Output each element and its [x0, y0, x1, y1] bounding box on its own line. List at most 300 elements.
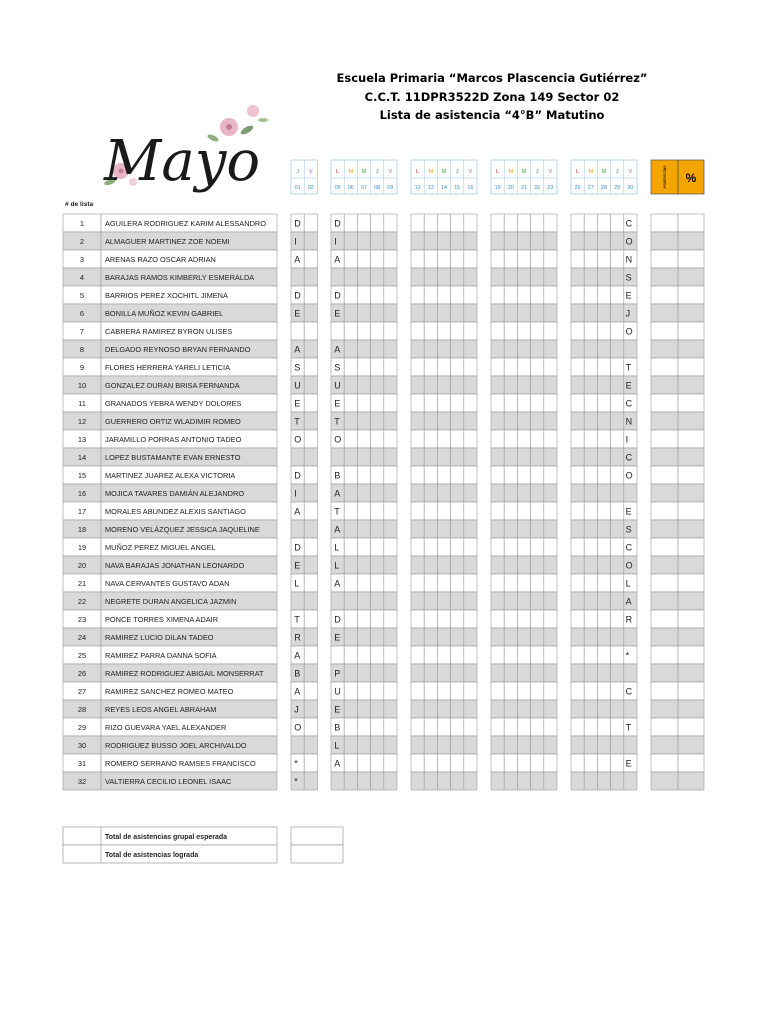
attendance-cell[interactable]: [611, 628, 624, 646]
attendance-cell[interactable]: [437, 358, 450, 376]
attendance-cell[interactable]: [437, 448, 450, 466]
attendance-cell[interactable]: [624, 484, 637, 502]
attendance-cell[interactable]: [611, 376, 624, 394]
percent-cell[interactable]: [678, 304, 704, 322]
attendance-cell[interactable]: [597, 214, 610, 232]
attendance-cell[interactable]: [371, 376, 384, 394]
attendance-cell[interactable]: [384, 250, 397, 268]
attendance-cell[interactable]: [384, 682, 397, 700]
attendance-cell[interactable]: [517, 304, 530, 322]
attendance-cell[interactable]: [504, 232, 517, 250]
attendance-cell[interactable]: [304, 520, 317, 538]
attendance-cell[interactable]: [571, 520, 584, 538]
attendance-cell[interactable]: [504, 484, 517, 502]
attendance-cell[interactable]: [611, 592, 624, 610]
attendance-cell[interactable]: [437, 232, 450, 250]
attendance-cell[interactable]: [517, 394, 530, 412]
attendance-cell[interactable]: [384, 304, 397, 322]
attendance-cell[interactable]: [424, 754, 437, 772]
attendance-cell[interactable]: [384, 268, 397, 286]
attendance-cell[interactable]: [517, 250, 530, 268]
attendance-cell[interactable]: [451, 538, 464, 556]
attendance-cell[interactable]: [531, 304, 544, 322]
attendance-cell[interactable]: [304, 610, 317, 628]
attendance-cell[interactable]: [357, 250, 370, 268]
attendance-cell[interactable]: [584, 754, 597, 772]
attendance-cell[interactable]: [464, 772, 477, 790]
attendance-cell[interactable]: [357, 232, 370, 250]
attendance-cell[interactable]: [611, 322, 624, 340]
percent-cell[interactable]: [678, 538, 704, 556]
attendance-cell[interactable]: [411, 484, 424, 502]
attendance-cell[interactable]: [357, 322, 370, 340]
percent-cell[interactable]: [678, 556, 704, 574]
attendance-cell[interactable]: [517, 538, 530, 556]
attendance-cell[interactable]: [344, 502, 357, 520]
attendance-cell[interactable]: [464, 754, 477, 772]
attendance-cell[interactable]: [544, 664, 557, 682]
attendance-cell[interactable]: [491, 466, 504, 484]
attendance-cell[interactable]: [571, 214, 584, 232]
percent-cell[interactable]: [678, 358, 704, 376]
percent-cell[interactable]: [678, 646, 704, 664]
attendance-cell[interactable]: [571, 448, 584, 466]
attendance-cell[interactable]: [544, 556, 557, 574]
attendance-cell[interactable]: [291, 448, 304, 466]
asistencias-cell[interactable]: [651, 718, 678, 736]
attendance-cell[interactable]: [504, 574, 517, 592]
attendance-cell[interactable]: [437, 322, 450, 340]
attendance-cell[interactable]: [571, 772, 584, 790]
percent-cell[interactable]: [678, 340, 704, 358]
attendance-cell[interactable]: [451, 736, 464, 754]
attendance-cell[interactable]: [304, 304, 317, 322]
attendance-cell[interactable]: [411, 574, 424, 592]
attendance-cell[interactable]: [384, 538, 397, 556]
attendance-cell[interactable]: [571, 232, 584, 250]
percent-cell[interactable]: [678, 214, 704, 232]
attendance-cell[interactable]: [611, 610, 624, 628]
attendance-cell[interactable]: [531, 664, 544, 682]
attendance-cell[interactable]: [464, 376, 477, 394]
attendance-cell[interactable]: [411, 466, 424, 484]
attendance-cell[interactable]: [384, 394, 397, 412]
attendance-cell[interactable]: [597, 556, 610, 574]
attendance-cell[interactable]: [424, 340, 437, 358]
attendance-cell[interactable]: [597, 664, 610, 682]
attendance-cell[interactable]: [544, 250, 557, 268]
attendance-cell[interactable]: [597, 430, 610, 448]
attendance-cell[interactable]: [531, 520, 544, 538]
attendance-cell[interactable]: [504, 556, 517, 574]
attendance-cell[interactable]: [584, 700, 597, 718]
attendance-cell[interactable]: [357, 718, 370, 736]
attendance-cell[interactable]: [371, 718, 384, 736]
attendance-cell[interactable]: [491, 736, 504, 754]
attendance-cell[interactable]: [304, 358, 317, 376]
attendance-cell[interactable]: [384, 214, 397, 232]
attendance-cell[interactable]: [384, 232, 397, 250]
attendance-cell[interactable]: [611, 232, 624, 250]
attendance-cell[interactable]: [357, 592, 370, 610]
attendance-cell[interactable]: [384, 286, 397, 304]
attendance-cell[interactable]: [384, 358, 397, 376]
attendance-cell[interactable]: [411, 430, 424, 448]
attendance-cell[interactable]: [464, 340, 477, 358]
attendance-cell[interactable]: [491, 268, 504, 286]
attendance-cell[interactable]: [411, 358, 424, 376]
asistencias-cell[interactable]: [651, 250, 678, 268]
attendance-cell[interactable]: [597, 250, 610, 268]
attendance-cell[interactable]: [384, 466, 397, 484]
attendance-cell[interactable]: [464, 736, 477, 754]
attendance-cell[interactable]: [304, 232, 317, 250]
attendance-cell[interactable]: [371, 682, 384, 700]
asistencias-cell[interactable]: [651, 682, 678, 700]
attendance-cell[interactable]: [291, 520, 304, 538]
attendance-cell[interactable]: [571, 304, 584, 322]
attendance-cell[interactable]: [611, 286, 624, 304]
attendance-cell[interactable]: [451, 214, 464, 232]
attendance-cell[interactable]: [531, 718, 544, 736]
attendance-cell[interactable]: [451, 394, 464, 412]
attendance-cell[interactable]: [344, 394, 357, 412]
percent-cell[interactable]: [678, 322, 704, 340]
attendance-cell[interactable]: [411, 538, 424, 556]
attendance-cell[interactable]: [371, 700, 384, 718]
attendance-cell[interactable]: [491, 592, 504, 610]
attendance-cell[interactable]: [424, 700, 437, 718]
percent-cell[interactable]: [678, 520, 704, 538]
attendance-cell[interactable]: [344, 340, 357, 358]
attendance-cell[interactable]: [344, 538, 357, 556]
attendance-cell[interactable]: [371, 412, 384, 430]
attendance-cell[interactable]: [531, 232, 544, 250]
attendance-cell[interactable]: [304, 214, 317, 232]
attendance-cell[interactable]: [384, 664, 397, 682]
attendance-cell[interactable]: [357, 556, 370, 574]
attendance-cell[interactable]: [437, 664, 450, 682]
attendance-cell[interactable]: [597, 412, 610, 430]
attendance-cell[interactable]: [544, 232, 557, 250]
attendance-cell[interactable]: [371, 736, 384, 754]
attendance-cell[interactable]: [624, 628, 637, 646]
attendance-cell[interactable]: [371, 592, 384, 610]
attendance-cell[interactable]: [451, 610, 464, 628]
attendance-cell[interactable]: [611, 358, 624, 376]
attendance-cell[interactable]: [424, 214, 437, 232]
attendance-cell[interactable]: [451, 628, 464, 646]
attendance-cell[interactable]: [304, 574, 317, 592]
attendance-cell[interactable]: [504, 286, 517, 304]
attendance-cell[interactable]: [597, 610, 610, 628]
attendance-cell[interactable]: [344, 610, 357, 628]
attendance-cell[interactable]: [491, 322, 504, 340]
attendance-cell[interactable]: [597, 538, 610, 556]
attendance-cell[interactable]: [544, 412, 557, 430]
attendance-cell[interactable]: [437, 376, 450, 394]
attendance-cell[interactable]: [491, 376, 504, 394]
attendance-cell[interactable]: [371, 232, 384, 250]
asistencias-cell[interactable]: [651, 340, 678, 358]
attendance-cell[interactable]: [344, 484, 357, 502]
attendance-cell[interactable]: [384, 610, 397, 628]
attendance-cell[interactable]: [531, 214, 544, 232]
attendance-cell[interactable]: [504, 214, 517, 232]
attendance-cell[interactable]: [597, 376, 610, 394]
attendance-cell[interactable]: [424, 466, 437, 484]
attendance-cell[interactable]: [571, 430, 584, 448]
attendance-cell[interactable]: [384, 646, 397, 664]
attendance-cell[interactable]: [411, 682, 424, 700]
attendance-cell[interactable]: [491, 358, 504, 376]
attendance-cell[interactable]: [517, 592, 530, 610]
attendance-cell[interactable]: [371, 340, 384, 358]
attendance-cell[interactable]: [437, 340, 450, 358]
asistencias-cell[interactable]: [651, 502, 678, 520]
attendance-cell[interactable]: [451, 340, 464, 358]
attendance-cell[interactable]: [371, 322, 384, 340]
attendance-cell[interactable]: [584, 610, 597, 628]
attendance-cell[interactable]: [597, 592, 610, 610]
attendance-cell[interactable]: [424, 520, 437, 538]
attendance-cell[interactable]: [357, 664, 370, 682]
attendance-cell[interactable]: [357, 268, 370, 286]
attendance-cell[interactable]: [491, 340, 504, 358]
attendance-cell[interactable]: [424, 448, 437, 466]
attendance-cell[interactable]: [517, 214, 530, 232]
asistencias-cell[interactable]: [651, 538, 678, 556]
attendance-cell[interactable]: [517, 430, 530, 448]
attendance-cell[interactable]: [411, 556, 424, 574]
attendance-cell[interactable]: [344, 466, 357, 484]
attendance-cell[interactable]: [384, 574, 397, 592]
attendance-cell[interactable]: [464, 268, 477, 286]
attendance-cell[interactable]: [357, 394, 370, 412]
attendance-cell[interactable]: [504, 448, 517, 466]
attendance-cell[interactable]: [504, 538, 517, 556]
attendance-cell[interactable]: [624, 340, 637, 358]
attendance-cell[interactable]: [491, 628, 504, 646]
attendance-cell[interactable]: [411, 322, 424, 340]
attendance-cell[interactable]: [411, 700, 424, 718]
attendance-cell[interactable]: [437, 736, 450, 754]
attendance-cell[interactable]: [517, 772, 530, 790]
attendance-cell[interactable]: [304, 682, 317, 700]
attendance-cell[interactable]: [371, 250, 384, 268]
attendance-cell[interactable]: [437, 754, 450, 772]
attendance-cell[interactable]: [371, 664, 384, 682]
attendance-cell[interactable]: [357, 286, 370, 304]
attendance-cell[interactable]: [411, 250, 424, 268]
percent-cell[interactable]: [678, 682, 704, 700]
attendance-cell[interactable]: [464, 610, 477, 628]
attendance-cell[interactable]: [491, 646, 504, 664]
attendance-cell[interactable]: [597, 772, 610, 790]
attendance-cell[interactable]: [504, 250, 517, 268]
asistencias-cell[interactable]: [651, 232, 678, 250]
attendance-cell[interactable]: [411, 286, 424, 304]
attendance-cell[interactable]: [504, 520, 517, 538]
attendance-cell[interactable]: [624, 736, 637, 754]
attendance-cell[interactable]: [437, 484, 450, 502]
percent-cell[interactable]: [678, 736, 704, 754]
attendance-cell[interactable]: [531, 412, 544, 430]
attendance-cell[interactable]: [464, 484, 477, 502]
attendance-cell[interactable]: [571, 340, 584, 358]
attendance-cell[interactable]: [411, 772, 424, 790]
attendance-cell[interactable]: [437, 718, 450, 736]
attendance-cell[interactable]: [344, 376, 357, 394]
attendance-cell[interactable]: [464, 430, 477, 448]
attendance-cell[interactable]: [424, 412, 437, 430]
attendance-cell[interactable]: [424, 682, 437, 700]
attendance-cell[interactable]: [344, 646, 357, 664]
attendance-cell[interactable]: [611, 502, 624, 520]
attendance-cell[interactable]: [597, 628, 610, 646]
attendance-cell[interactable]: [437, 430, 450, 448]
attendance-cell[interactable]: [584, 484, 597, 502]
attendance-cell[interactable]: [344, 736, 357, 754]
percent-cell[interactable]: [678, 250, 704, 268]
attendance-cell[interactable]: [451, 304, 464, 322]
attendance-cell[interactable]: [491, 520, 504, 538]
attendance-cell[interactable]: [331, 268, 344, 286]
attendance-cell[interactable]: [451, 322, 464, 340]
percent-cell[interactable]: [678, 502, 704, 520]
attendance-cell[interactable]: [304, 340, 317, 358]
asistencias-cell[interactable]: [651, 484, 678, 502]
attendance-cell[interactable]: [464, 628, 477, 646]
attendance-cell[interactable]: [437, 466, 450, 484]
attendance-cell[interactable]: [504, 466, 517, 484]
attendance-cell[interactable]: [517, 340, 530, 358]
attendance-cell[interactable]: [437, 412, 450, 430]
attendance-cell[interactable]: [304, 394, 317, 412]
asistencias-cell[interactable]: [651, 592, 678, 610]
attendance-cell[interactable]: [504, 772, 517, 790]
attendance-cell[interactable]: [357, 376, 370, 394]
attendance-cell[interactable]: [371, 466, 384, 484]
attendance-cell[interactable]: [344, 322, 357, 340]
attendance-cell[interactable]: [357, 430, 370, 448]
attendance-cell[interactable]: [304, 430, 317, 448]
attendance-cell[interactable]: [504, 628, 517, 646]
attendance-cell[interactable]: [584, 448, 597, 466]
attendance-cell[interactable]: [437, 628, 450, 646]
attendance-cell[interactable]: [491, 232, 504, 250]
attendance-cell[interactable]: [531, 592, 544, 610]
attendance-cell[interactable]: [437, 592, 450, 610]
attendance-cell[interactable]: [531, 466, 544, 484]
attendance-cell[interactable]: [411, 520, 424, 538]
attendance-cell[interactable]: [304, 466, 317, 484]
attendance-cell[interactable]: [571, 358, 584, 376]
attendance-cell[interactable]: [531, 322, 544, 340]
attendance-cell[interactable]: [304, 736, 317, 754]
attendance-cell[interactable]: [504, 376, 517, 394]
attendance-cell[interactable]: [411, 718, 424, 736]
attendance-cell[interactable]: [371, 286, 384, 304]
attendance-cell[interactable]: [344, 574, 357, 592]
attendance-cell[interactable]: [491, 700, 504, 718]
attendance-cell[interactable]: [571, 376, 584, 394]
attendance-cell[interactable]: [464, 574, 477, 592]
attendance-cell[interactable]: [357, 214, 370, 232]
attendance-cell[interactable]: [584, 376, 597, 394]
attendance-cell[interactable]: [424, 556, 437, 574]
percent-cell[interactable]: [678, 448, 704, 466]
attendance-cell[interactable]: [344, 304, 357, 322]
attendance-cell[interactable]: [451, 448, 464, 466]
attendance-cell[interactable]: [331, 322, 344, 340]
attendance-cell[interactable]: [344, 754, 357, 772]
attendance-cell[interactable]: [357, 682, 370, 700]
attendance-cell[interactable]: [584, 358, 597, 376]
attendance-cell[interactable]: [517, 484, 530, 502]
attendance-cell[interactable]: [611, 700, 624, 718]
attendance-cell[interactable]: [437, 268, 450, 286]
attendance-cell[interactable]: [597, 700, 610, 718]
attendance-cell[interactable]: [304, 592, 317, 610]
attendance-cell[interactable]: [424, 736, 437, 754]
attendance-cell[interactable]: [611, 574, 624, 592]
attendance-cell[interactable]: [424, 718, 437, 736]
attendance-cell[interactable]: [291, 592, 304, 610]
attendance-cell[interactable]: [304, 664, 317, 682]
attendance-cell[interactable]: [584, 538, 597, 556]
attendance-cell[interactable]: [611, 394, 624, 412]
attendance-cell[interactable]: [451, 754, 464, 772]
attendance-cell[interactable]: [624, 664, 637, 682]
attendance-cell[interactable]: [371, 556, 384, 574]
attendance-cell[interactable]: [571, 502, 584, 520]
attendance-cell[interactable]: [371, 610, 384, 628]
attendance-cell[interactable]: [304, 700, 317, 718]
attendance-cell[interactable]: [517, 268, 530, 286]
attendance-cell[interactable]: [531, 448, 544, 466]
attendance-cell[interactable]: [357, 502, 370, 520]
asistencias-cell[interactable]: [651, 286, 678, 304]
total-lograda-value[interactable]: [291, 845, 343, 863]
attendance-cell[interactable]: [304, 322, 317, 340]
attendance-cell[interactable]: [451, 376, 464, 394]
attendance-cell[interactable]: [424, 628, 437, 646]
attendance-cell[interactable]: [344, 592, 357, 610]
asistencias-cell[interactable]: [651, 754, 678, 772]
attendance-cell[interactable]: [571, 718, 584, 736]
attendance-cell[interactable]: [504, 700, 517, 718]
attendance-cell[interactable]: [517, 628, 530, 646]
attendance-cell[interactable]: [464, 358, 477, 376]
attendance-cell[interactable]: [571, 250, 584, 268]
attendance-cell[interactable]: [464, 718, 477, 736]
attendance-cell[interactable]: [611, 736, 624, 754]
asistencias-cell[interactable]: [651, 358, 678, 376]
attendance-cell[interactable]: [584, 574, 597, 592]
attendance-cell[interactable]: [517, 466, 530, 484]
attendance-cell[interactable]: [371, 574, 384, 592]
attendance-cell[interactable]: [424, 502, 437, 520]
attendance-cell[interactable]: [451, 664, 464, 682]
attendance-cell[interactable]: [504, 592, 517, 610]
attendance-cell[interactable]: [544, 502, 557, 520]
attendance-cell[interactable]: [517, 664, 530, 682]
attendance-cell[interactable]: [357, 754, 370, 772]
attendance-cell[interactable]: [451, 286, 464, 304]
attendance-cell[interactable]: [371, 448, 384, 466]
attendance-cell[interactable]: [531, 754, 544, 772]
